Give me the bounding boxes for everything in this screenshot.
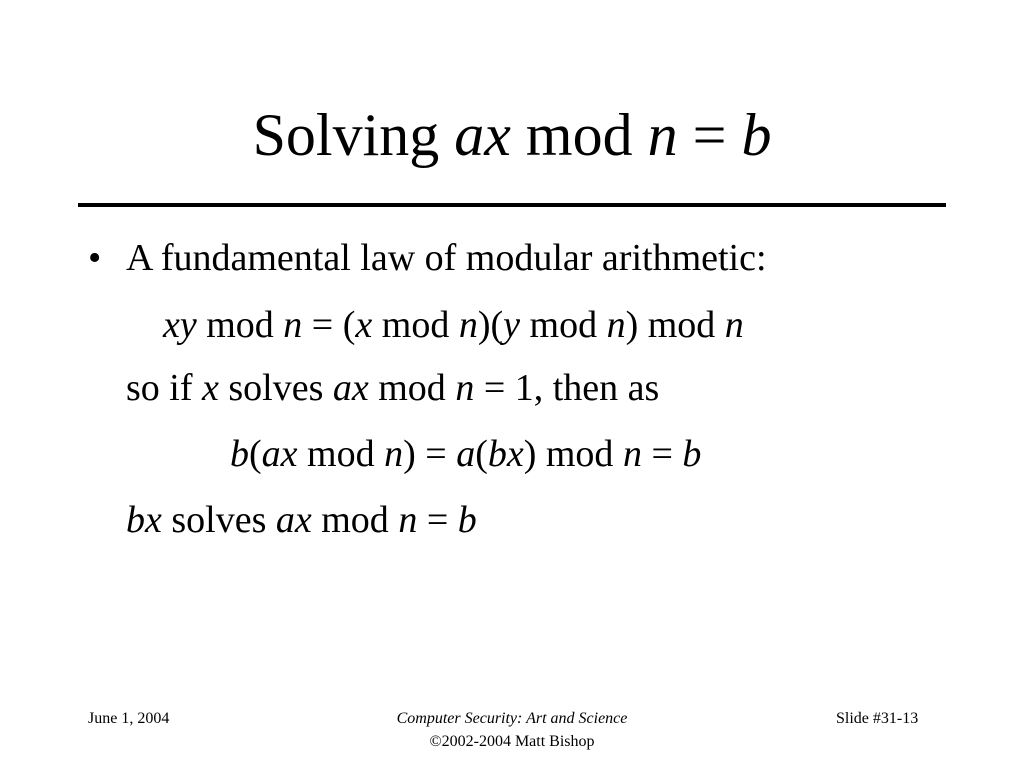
math-var: b: [230, 433, 249, 475]
math-var: ax: [261, 433, 298, 475]
math-var: ax: [275, 499, 312, 541]
math-var: n: [384, 433, 404, 475]
formula-line-identity: [163, 303, 744, 347]
math-text: =: [417, 499, 458, 541]
math-text: (: [475, 433, 488, 475]
title-var-b: b: [741, 102, 772, 168]
text-line-so-if: [126, 366, 659, 410]
math-text: )(: [477, 304, 504, 346]
bullet-marker: •: [88, 237, 102, 279]
math-var: ax: [332, 367, 369, 409]
math-var: n: [458, 304, 478, 346]
math-text: mod: [196, 304, 284, 346]
math-var: x: [355, 304, 373, 346]
math-text: =: [641, 433, 683, 475]
math-text: (: [249, 433, 262, 475]
title-text: =: [677, 102, 742, 168]
math-var: n: [455, 367, 475, 409]
slide-title: [0, 100, 1024, 170]
math-var: n: [606, 304, 626, 346]
footer-date: June 1, 2004: [88, 710, 170, 727]
math-var: n: [283, 304, 303, 346]
math-text: ) mod: [625, 304, 725, 346]
math-text: mod: [372, 304, 459, 346]
math-var: b: [457, 499, 477, 541]
math-text: mod: [520, 304, 607, 346]
math-var: bx: [126, 499, 162, 541]
math-text: = (: [302, 304, 356, 346]
title-var-ax: ax: [454, 102, 511, 168]
math-text: mod: [297, 433, 385, 475]
math-var: n: [622, 433, 642, 475]
math-text: ) =: [403, 433, 457, 475]
footer-book-info: [312, 709, 712, 752]
math-var: bx: [487, 433, 524, 475]
math-text: = 1, then as: [474, 367, 660, 409]
math-text: ) mod: [523, 433, 623, 475]
math-var: b: [682, 433, 702, 475]
math-var: n: [398, 499, 418, 541]
math-text: solves: [218, 367, 333, 409]
math-text: so if: [126, 367, 202, 409]
footer-slide-number: Slide #31-13: [836, 710, 919, 727]
title-text: mod: [510, 102, 648, 168]
math-var: y: [503, 304, 521, 346]
math-var: x: [202, 367, 219, 409]
math-text: solves: [161, 499, 276, 541]
bullet-text: A fundamental law of modular arithmetic:: [126, 237, 767, 279]
title-divider: [78, 203, 946, 207]
math-text: mod: [368, 367, 456, 409]
formula-line-derivation: [230, 432, 701, 476]
text-line-conclusion: [126, 498, 477, 542]
math-var: a: [456, 433, 476, 475]
math-text: mod: [311, 499, 399, 541]
footer-book-title: Computer Security: Art and Science: [396, 710, 628, 727]
footer-copyright: ©2002-2004 Matt Bishop: [429, 733, 595, 750]
math-var: xy: [163, 304, 197, 346]
title-var-n: n: [647, 102, 678, 168]
math-var: n: [724, 304, 744, 346]
title-text: Solving: [252, 102, 455, 168]
